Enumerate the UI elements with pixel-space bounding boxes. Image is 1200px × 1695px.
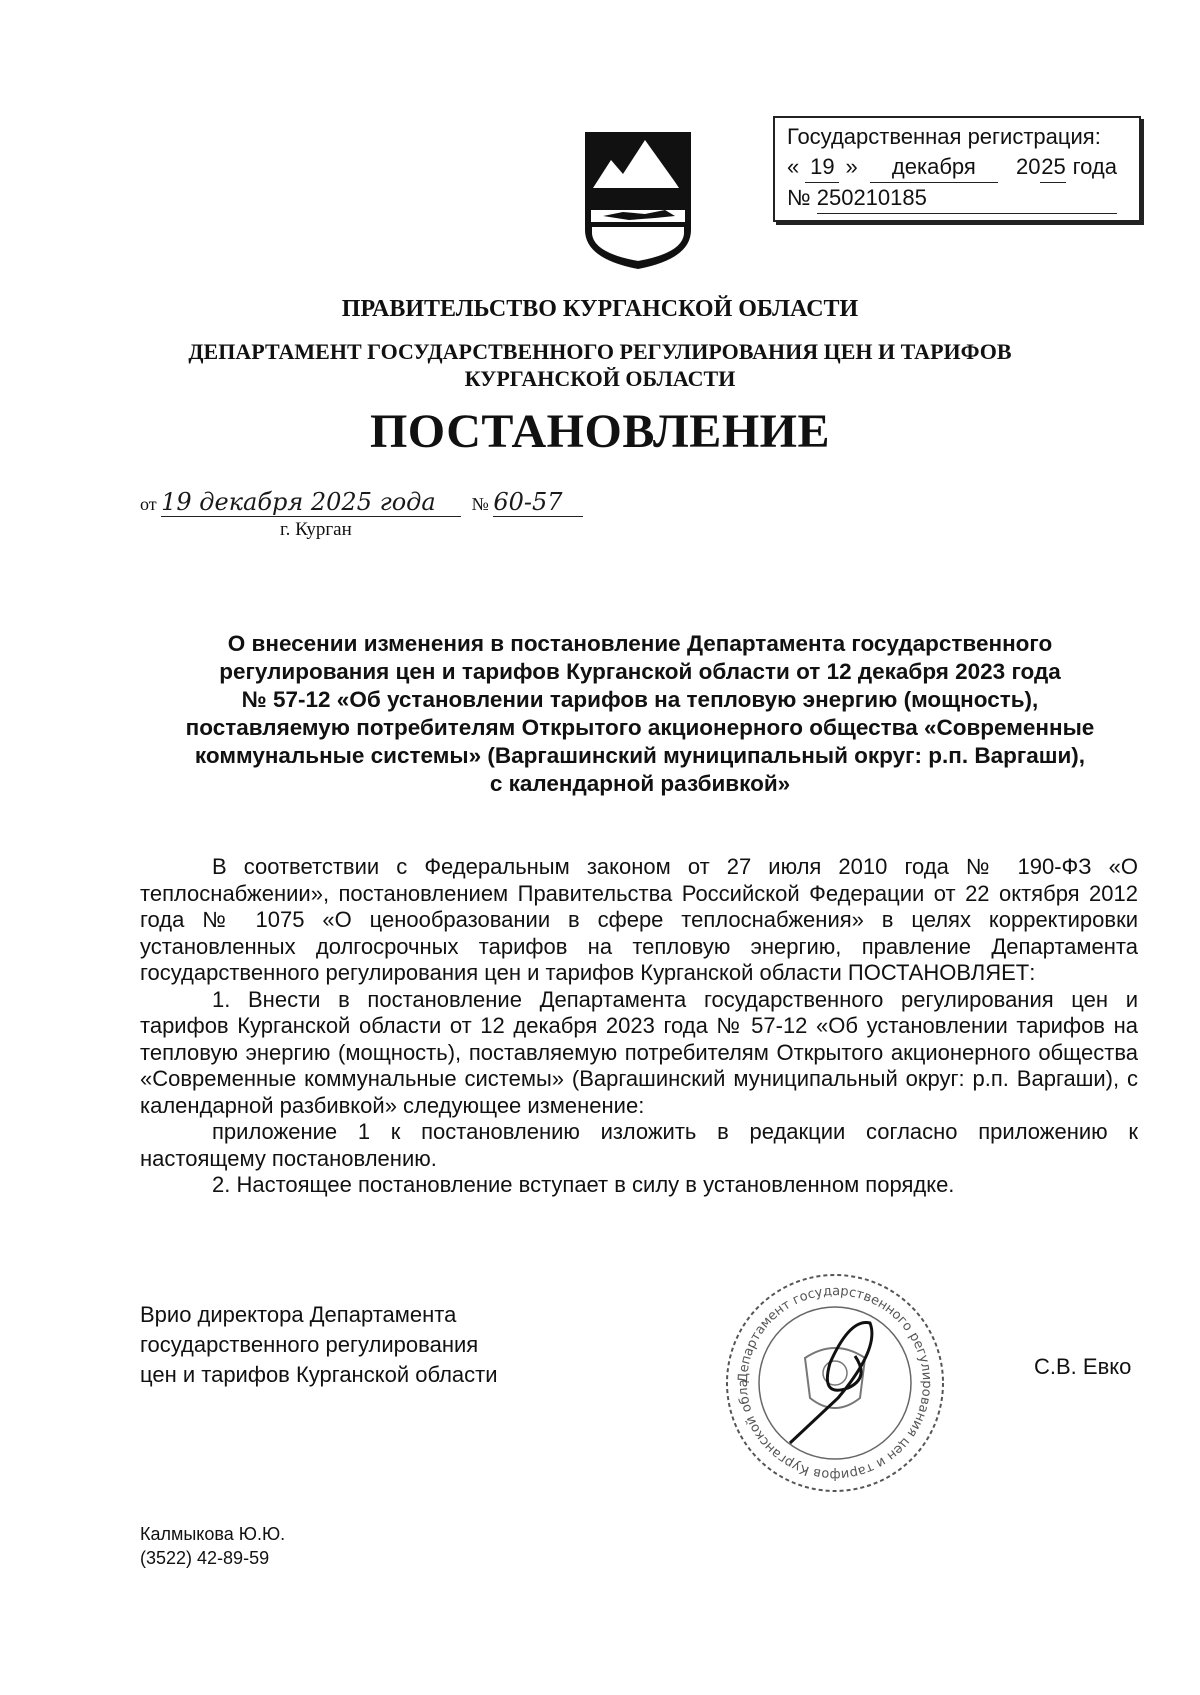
decree-date-handwritten: 19 декабря 2025 года (161, 488, 461, 517)
executor-phone: (3522) 42-89-59 (140, 1548, 270, 1568)
from-label: от (140, 494, 157, 514)
decree-subject: О внесении изменения в постановление Департамента государственного регулирования цен и тарифов Курганской области от 12 декабря 2023 года № 57-12 «Об установлении тарифов на тепловую энергию (мощность), поставляемую потребителям Открытого акционерного общества «Современные коммунальные системы» (Варгашинский муниципальный округ: р.п. Варгаши), с календарной разбивкой» (185, 631, 1095, 796)
registration-number-value: 250210185 (817, 183, 1117, 214)
registration-heading: Государственная регистрация: (787, 124, 1101, 149)
government-heading: ПРАВИТЕЛЬСТВО КУРГАНСКОЙ ОБЛАСТИ (341, 296, 859, 322)
registration-number: № 250210185 (787, 183, 1127, 214)
handwritten-signature (790, 1323, 872, 1444)
executor-name: Калмыкова Ю.Ю. (140, 1524, 286, 1544)
department-heading: ДЕПАРТАМЕНТ ГОСУДАРСТВЕННОГО РЕГУЛИРОВАНИЯ ЦЕН И ТАРИФОВ КУРГАНСКОЙ ОБЛАСТИ (188, 339, 1012, 391)
executor-contact (140, 1522, 285, 1570)
coat-of-arms-emblem (583, 130, 693, 270)
number-label: № (471, 494, 489, 514)
document-type-title: ПОСТАНОВЛЕНИЕ (369, 405, 831, 458)
body-paragraph-appendix: приложение 1 к постановлению изложить в редакции согласно приложению к настоящему постановлению. (140, 1119, 1138, 1171)
official-stamp (720, 1268, 950, 1498)
body-paragraph-item-2: 2. Настоящее постановление вступает в силу в установленном порядке. (212, 1172, 955, 1197)
registration-year: 25 (1040, 152, 1066, 183)
signatory-name: С.В. Евко (1034, 1354, 1132, 1379)
decree-body (140, 854, 1138, 1199)
city-label: г. Курган (280, 519, 352, 540)
decree-date-line (140, 488, 660, 528)
decree-number-handwritten: 60-57 (493, 488, 583, 517)
registration-date: « 19 » декабря 2025 года (787, 152, 1127, 183)
registration-day: 19 (805, 152, 839, 183)
registration-box (773, 116, 1141, 222)
body-paragraph-item-1: 1. Внести в постановление Департамента государственного регулирования цен и тарифов Курганской области от 12 декабря 2023 года № 57-12 «Об установлении тарифов на тепловую энергию (мощность), поставляемую потребителям Открытого акционерного общества «Современные коммунальные системы» (Варгашинский муниципальный округ: р.п. Варгаши), с календарной разбивкой» следующее изменение: (140, 986, 1138, 1118)
registration-month: декабря (870, 152, 998, 183)
stamp-ring-text: Департамент государственного регулирования цен и тарифов Курганской обла (735, 1283, 935, 1483)
signatory-title: Врио директора Департамента государственного регулирования цен и тарифов Курганской области (140, 1302, 498, 1387)
body-paragraph-preamble: В соответствии с Федеральным законом от 27 июля 2010 года № 190-ФЗ «О теплоснабжении», постановлением Правительства Российской Федерации от 22 октября 2012 года № 1075 «О ценообразовании в сфере теплоснабжения» в целях корректировки установленных долгосрочных тарифов на тепловую энергию, правление Департамента государственного регулирования цен и тарифов Курганской области ПОСТАНОВЛЯЕТ: (140, 854, 1138, 985)
